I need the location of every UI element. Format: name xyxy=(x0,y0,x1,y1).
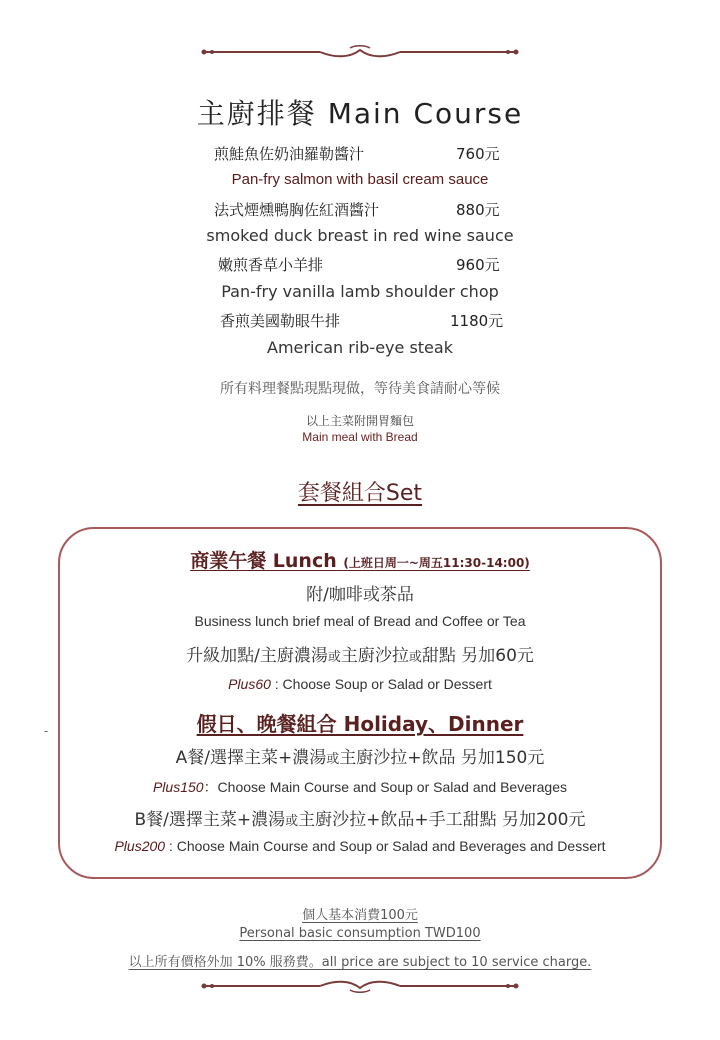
bread-note-zh: 以上主菜附開胃麵包 xyxy=(305,414,414,428)
preparation-note: 所有料理餐點現點現做，等待美食請耐心等候 xyxy=(220,381,500,397)
menu-item-2-en: smoked duck breast in red wine sauce xyxy=(206,226,514,245)
menu-item-1-zh: 煎鮭魚佐奶油羅勒醬汁 xyxy=(214,145,365,163)
lunch-plus-en xyxy=(0,676,720,692)
set-b-or: 或 xyxy=(285,814,299,829)
lunch-upgrade-zh xyxy=(0,641,720,666)
menu-item-3-price: 960元 xyxy=(456,256,500,274)
set-a-part-2: 主廚沙拉+飲品 另加150元 xyxy=(339,748,545,768)
set-b-part-2: 主廚沙拉+飲品+手工甜點 另加200元 xyxy=(298,810,586,830)
bottom-ornament-divider xyxy=(200,978,520,994)
menu-item-1-price: 760元 xyxy=(456,145,500,163)
menu-item-2-zh: 法式煙燻鴨胸佐紅酒醬汁 xyxy=(214,201,380,219)
lunch-plus-text: : Choose Soup or Salad or Dessert xyxy=(270,676,492,692)
set-b-zh xyxy=(0,805,720,830)
lunch-hours: (上班日周一~周五11:30-14:00) xyxy=(343,556,530,570)
minimum-charge-zh: 個人基本消費100元 xyxy=(302,908,418,923)
set-a-or: 或 xyxy=(326,752,340,767)
lunch-plus-label: Plus60 xyxy=(228,676,271,692)
menu-item-2-price: 880元 xyxy=(456,201,500,219)
menu-item-3-zh: 嫩煎香草小羊排 xyxy=(218,256,324,274)
lunch-title-text: 商業午餐 Lunch xyxy=(190,550,337,572)
lunch-includes-en: Business lunch brief meal of Bread and Coffee or Tea xyxy=(194,613,526,629)
set-a-en xyxy=(0,777,720,797)
set-title: 套餐組合Set xyxy=(297,481,423,506)
set-a-plus-text: ：Choose Main Course and Soup or Salad and Beverages xyxy=(203,779,568,795)
menu-item-3-en: Pan-fry vanilla lamb shoulder chop xyxy=(221,282,499,301)
menu-item-4-zh: 香煎美國勒眼牛排 xyxy=(220,312,341,330)
menu-item-1-en: Pan-fry salmon with basil cream sauce xyxy=(231,171,489,188)
set-b-part-1: B餐/選擇主菜+濃湯 xyxy=(134,810,286,830)
set-a-part-1: A餐/選擇主菜+濃湯 xyxy=(175,748,327,768)
set-a-zh xyxy=(0,743,720,768)
set-b-en xyxy=(0,838,720,854)
set-b-plus-text: : Choose Main Course and Soup or Salad and Beverages and Dessert xyxy=(165,838,606,854)
holiday-dinner-title: 假日、晚餐組合 Holiday、Dinner xyxy=(196,712,524,736)
stray-dash: - xyxy=(44,724,49,738)
top-ornament-divider xyxy=(200,44,520,60)
set-a-plus-label: Plus150 xyxy=(152,779,204,795)
bread-note-en: Main meal with Bread xyxy=(302,430,418,444)
minimum-charge-en: Personal basic consumption TWD100 xyxy=(239,926,481,941)
lunch-upgrade-or-1: 或 xyxy=(327,650,341,665)
menu-item-4-en: American rib-eye steak xyxy=(267,338,453,357)
lunch-title xyxy=(0,546,720,573)
lunch-upgrade-part-b: 主廚沙拉 xyxy=(340,646,409,666)
lunch-includes-zh: 附/咖啡或茶品 xyxy=(306,585,414,605)
set-b-plus-label: Plus200 xyxy=(114,838,166,854)
lunch-upgrade-part-a: 升級加點/主廚濃湯 xyxy=(186,646,328,666)
menu-item-4-price: 1180元 xyxy=(450,312,504,330)
main-course-title: 主廚排餐 Main Course xyxy=(196,97,524,130)
lunch-upgrade-or-2: 或 xyxy=(408,650,422,665)
service-charge-note: 以上所有價格外加 10% 服務費。all price are subject to 10 service charge. xyxy=(128,955,592,970)
lunch-upgrade-part-c: 甜點 另加60元 xyxy=(421,646,534,666)
